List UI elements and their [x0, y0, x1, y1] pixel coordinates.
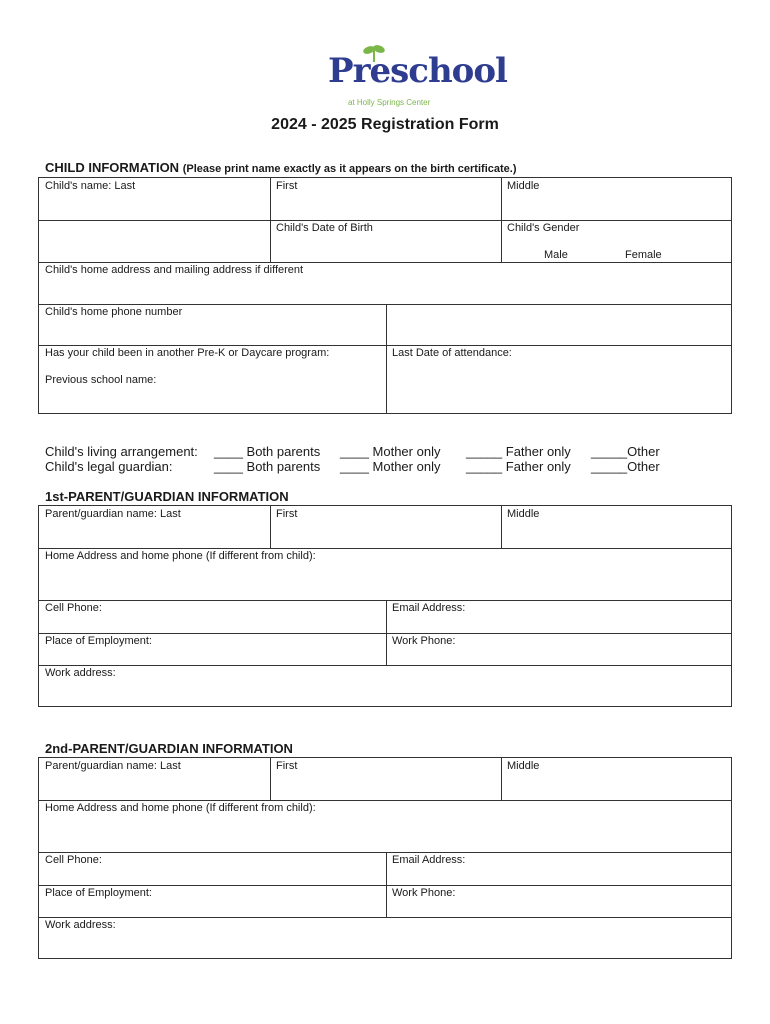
guardian-other-option[interactable]: _____Other: [591, 459, 660, 474]
parent2-email-field[interactable]: Email Address:: [392, 854, 466, 866]
logo-tagline: at Holly Springs Center: [348, 98, 431, 107]
parent2-work-phone-field[interactable]: Work Phone:: [392, 887, 456, 899]
parent2-first-name-field[interactable]: First: [276, 760, 298, 772]
guardian-mother-option[interactable]: ____ Mother only: [340, 459, 441, 474]
parent2-employment-field[interactable]: Place of Employment:: [45, 887, 152, 899]
parent1-cell-phone-field[interactable]: Cell Phone:: [45, 602, 102, 614]
parent1-work-address-field[interactable]: Work address:: [45, 667, 116, 679]
parent2-work-address-field[interactable]: Work address:: [45, 919, 116, 931]
living-other-option[interactable]: _____Other: [591, 444, 660, 459]
living-both-parents-option[interactable]: ____ Both parents: [214, 444, 321, 459]
parent2-section-heading: 2nd-PARENT/GUARDIAN INFORMATION: [45, 741, 293, 756]
prek-program-field[interactable]: Has your child been in another Pre-K or Daycare program:: [45, 347, 330, 359]
child-first-name-field[interactable]: First: [276, 180, 298, 192]
child-info-table: [38, 177, 732, 414]
legal-guardian-label: Child's legal guardian:: [45, 459, 173, 474]
child-home-phone-field[interactable]: Child's home phone number: [45, 306, 183, 318]
parent2-last-name-field[interactable]: Parent/guardian name: Last: [45, 760, 181, 772]
parent2-middle-name-field[interactable]: Middle: [507, 760, 540, 772]
parent1-address-field[interactable]: Home Address and home phone (If different from child):: [45, 550, 316, 562]
form-title: 2024 - 2025 Registration Form: [271, 116, 499, 133]
parent1-section-heading: 1st-PARENT/GUARDIAN INFORMATION: [45, 489, 289, 504]
child-dob-field[interactable]: Child's Date of Birth: [276, 222, 373, 234]
parent1-work-phone-field[interactable]: Work Phone:: [392, 635, 456, 647]
previous-school-field[interactable]: Previous school name:: [45, 374, 157, 386]
living-mother-option[interactable]: ____ Mother only: [340, 444, 441, 459]
parent1-middle-name-field[interactable]: Middle: [507, 508, 540, 520]
living-arrangement-label: Child's living arrangement:: [45, 444, 198, 459]
child-address-field[interactable]: Child's home address and mailing address if different: [45, 264, 304, 276]
parent1-employment-field[interactable]: Place of Employment:: [45, 635, 152, 647]
child-middle-name-field[interactable]: Middle: [507, 180, 540, 192]
gender-female-option[interactable]: Female: [625, 249, 662, 261]
parent1-last-name-field[interactable]: Parent/guardian name: Last: [45, 508, 181, 520]
last-attendance-field[interactable]: Last Date of attendance:: [392, 347, 512, 359]
child-name-extra-field[interactable]: [39, 220, 270, 262]
child-last-name-field[interactable]: Child's name: Last: [45, 180, 136, 192]
living-father-option[interactable]: _____ Father only: [466, 444, 571, 459]
living-arrangement-row: [45, 444, 725, 460]
guardian-both-parents-option[interactable]: ____ Both parents: [214, 459, 321, 474]
legal-guardian-row: [45, 459, 725, 475]
parent2-cell-phone-field[interactable]: Cell Phone:: [45, 854, 102, 866]
parent1-first-name-field[interactable]: First: [276, 508, 298, 520]
guardian-father-option[interactable]: _____ Father only: [466, 459, 571, 474]
child-gender-field[interactable]: Child's Gender: [507, 222, 580, 234]
logo-wordmark: Preschool: [328, 51, 507, 91]
parent2-info-table: [38, 757, 732, 959]
preschool-logo: [322, 44, 507, 116]
parent1-email-field[interactable]: Email Address:: [392, 602, 466, 614]
child-home-phone-value[interactable]: [386, 304, 733, 345]
child-section-note: (Please print name exactly as it appears on the birth certificate.): [182, 163, 517, 175]
gender-male-option[interactable]: Male: [544, 249, 568, 261]
parent1-info-table: [38, 505, 732, 707]
child-section-heading: CHILD INFORMATION (Please print name exactly as it appears on the birth certificate.): [45, 160, 517, 175]
parent2-address-field[interactable]: Home Address and home phone (If different from child):: [45, 802, 316, 814]
